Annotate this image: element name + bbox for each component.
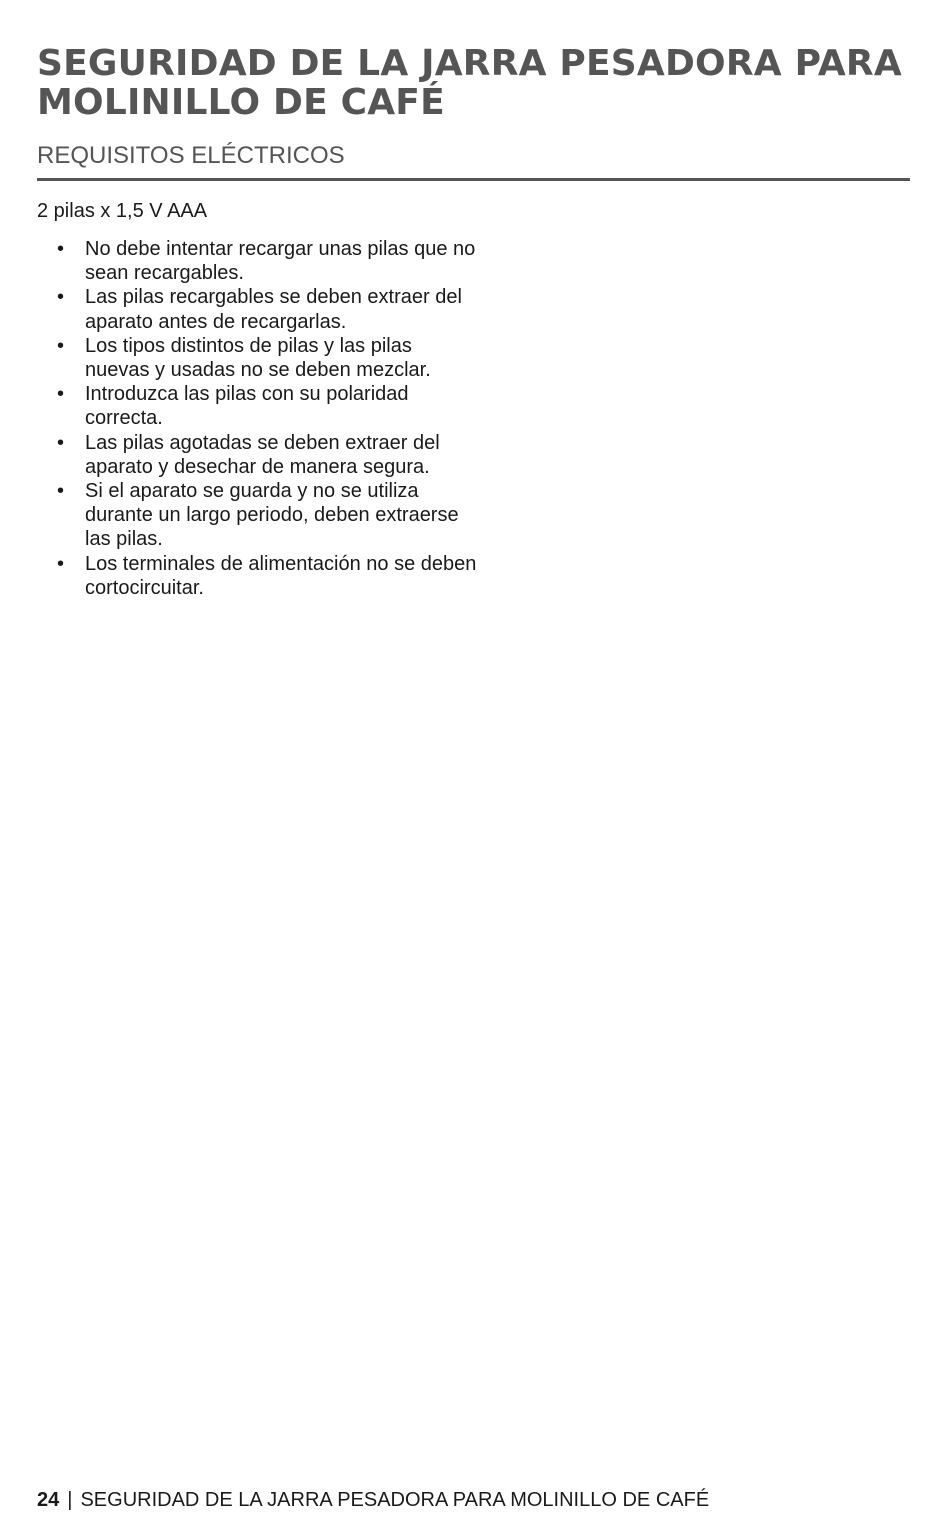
page-number: 24 <box>37 1489 60 1511</box>
page-footer <box>37 1487 709 1513</box>
list-item-text: Las pilas recargables se deben extraer del aparato antes de recargarlas. <box>85 286 462 333</box>
list-item-text: No debe intentar recargar unas pilas que no sean recargables. <box>85 238 476 285</box>
battery-spec: 2 pilas x 1,5 V AAA <box>37 200 208 222</box>
list-item-text: Introduzca las pilas con su polaridad correcta. <box>85 383 409 430</box>
bullet-icon: • <box>57 334 65 357</box>
bullet-icon: • <box>57 383 65 406</box>
list-item <box>37 285 477 333</box>
list-item <box>37 382 477 430</box>
bullet-icon: • <box>57 431 65 454</box>
list-item-text: Los tipos distintos de pilas y las pilas nuevas y usadas no se deben mezclar. <box>85 334 431 382</box>
list-item <box>37 479 477 552</box>
page-title: SEGURIDAD DE LA JARRA PESADORA PARA MOLINILLO DE CAFÉ <box>37 43 902 123</box>
list-item-text: Las pilas agotadas se deben extraer del aparato y desechar de manera segura. <box>85 431 440 478</box>
footer-separator: | <box>67 1489 73 1511</box>
list-item <box>37 334 477 382</box>
bullet-icon: • <box>57 286 65 309</box>
bullet-icon: • <box>57 552 65 575</box>
list-item-text: Si el aparato se guarda y no se utiliza durante un largo periodo, deben extraerse las pilas. <box>85 480 459 551</box>
safety-list <box>37 237 477 600</box>
bullet-icon: • <box>57 238 65 260</box>
footer-title: SEGURIDAD DE LA JARRA PESADORA PARA MOLINILLO DE CAFÉ <box>80 1489 710 1511</box>
list-item-text: Los terminales de alimentación no se deben cortocircuitar. <box>85 552 477 599</box>
list-item <box>37 552 477 600</box>
section-divider <box>37 178 910 181</box>
bullet-icon: • <box>57 480 65 503</box>
list-item <box>37 431 477 479</box>
section-heading: REQUISITOS ELÉCTRICOS <box>37 142 345 169</box>
list-item <box>37 237 477 285</box>
